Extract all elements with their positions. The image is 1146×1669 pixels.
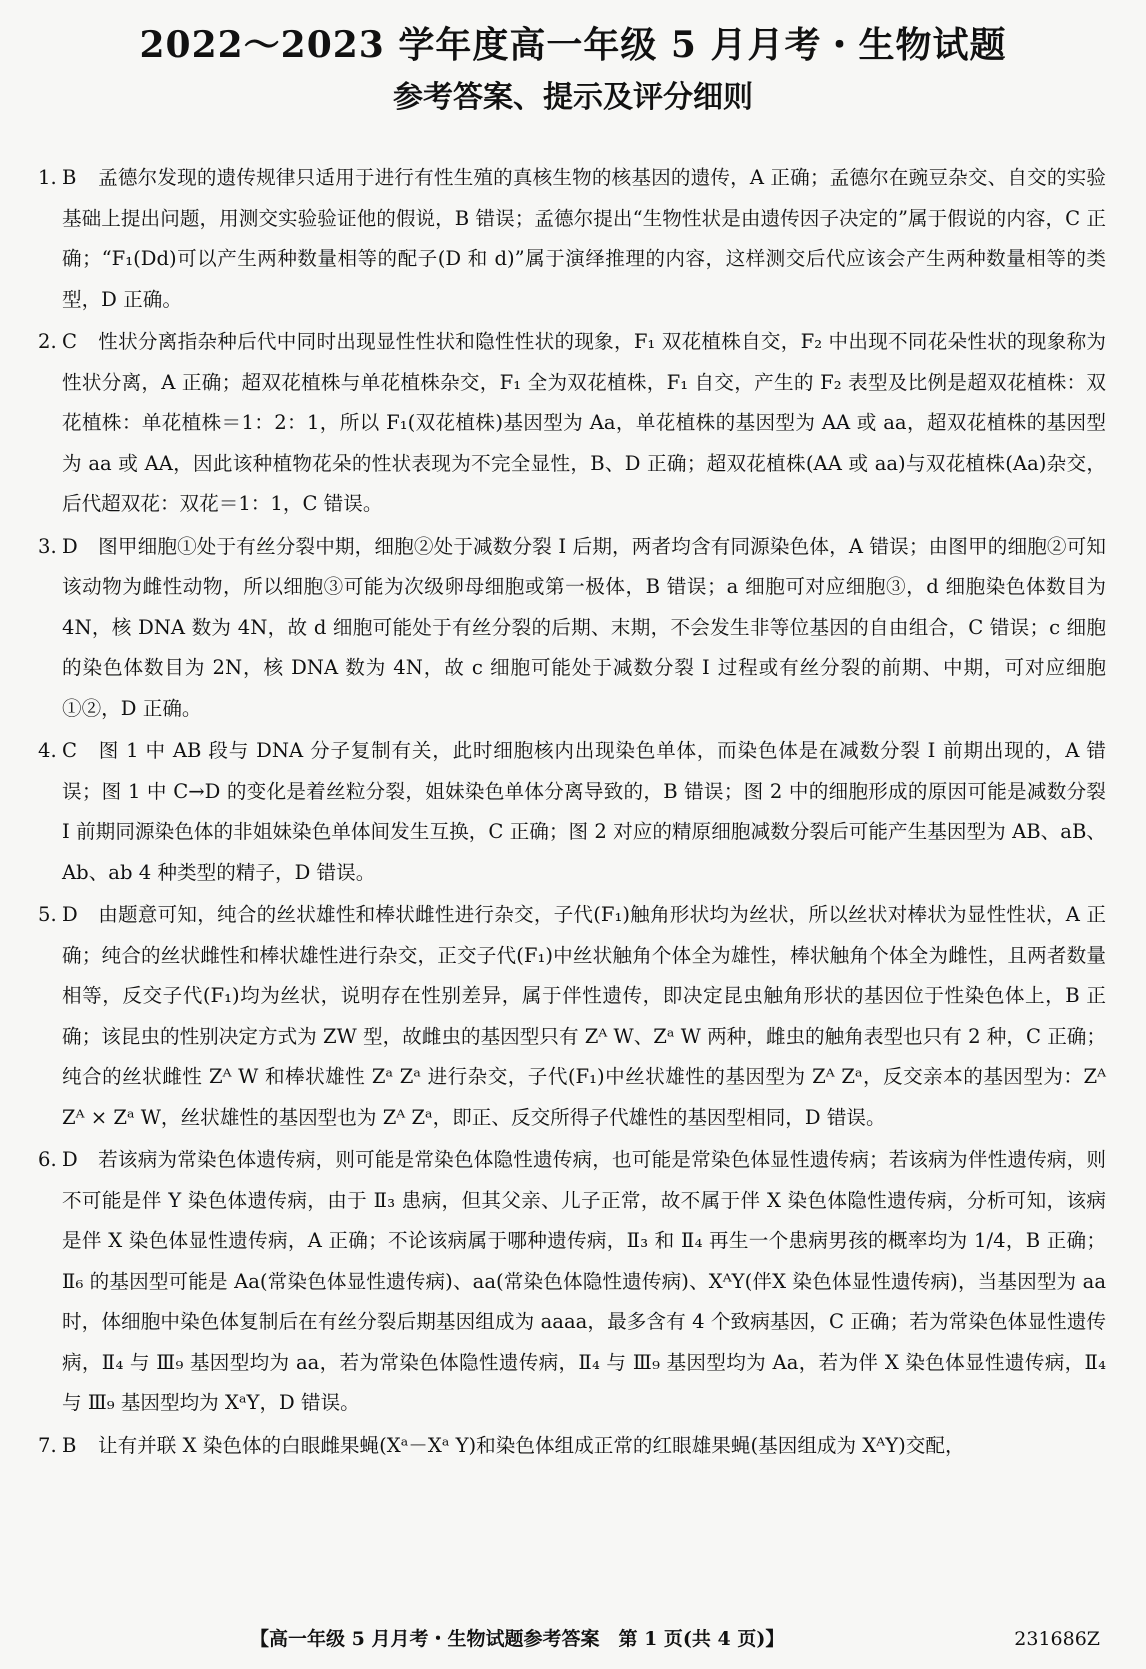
answer-key: B: [62, 166, 77, 189]
footer-code: 231686Z: [1014, 1628, 1100, 1650]
answer-number: 6.: [38, 1148, 57, 1171]
answer-number: 4.: [38, 739, 57, 762]
answer-number: 1.: [38, 166, 57, 189]
answer-item-6: [38, 1140, 1106, 1424]
answer-item-4: [38, 731, 1106, 893]
answer-explanation: 让有并联 X 染色体的白眼雌果蝇(Xᵃ－Xᵃ Y)和染色体组成正常的红眼雄果蝇(基因组成为 XᴬY)交配，: [98, 1433, 965, 1457]
answer-explanation: 若该病为常染色体遗传病，则可能是常染色体隐性遗传病，也可能是常染色体显性遗传病；若该病为伴性遗传病，则不可能是伴 Y 染色体遗传病，由于 Ⅱ₃ 患病，但其父亲、儿子正常，故不属于伴 X 染色体隐性遗传病，分析可知，该病是伴 X 染色体显性遗传病，A 正确；不论该病属于哪种遗传病，Ⅱ₃ 和 Ⅱ₄ 再生一个患病男孩的概率均为 1/4，B 正确；Ⅱ₆ 的基因型可能是 Aa(常染色体显性遗传病)、aa(常染色体隐性遗传病)、XᴬY(伴X 染色体显性遗传病)，当基因型为 aa 时，体细胞中染色体复制后在有丝分裂后期基因组成为 aaaa，最多含有 4 个致病基因，C 正确；若为常染色体显性遗传病，Ⅱ₄ 与 Ⅲ₉ 基因型均为 aa，若为常染色体隐性遗传病，Ⅱ₄ 与 Ⅲ₉ 基因型均为 Aa，若为伴 X 染色体显性遗传病，Ⅱ₄ 与 Ⅲ₉ 基因型均为 XᵃY，D 错误。: [62, 1148, 1106, 1414]
answer-explanation: 图 1 中 AB 段与 DNA 分子复制有关，此时细胞核内出现染色单体，而染色体是在减数分裂 Ⅰ 前期出现的，A 错误；图 1 中 C→D 的变化是着丝粒分裂，姐妹染色单体分离导致的，B 错误；图 2 中的细胞形成的原因可能是减数分裂 Ⅰ 前期同源染色体的非姐妹染色单体间发生互换，C 正确；图 2 对应的精原细胞减数分裂后可能产生基因型为 AB、aB、Ab、ab 4 种类型的精子，D 错误。: [62, 739, 1106, 884]
page-title: 2022～2023 学年度高一年级 5 月月考・生物试题: [139, 24, 1007, 66]
answer-number: 5.: [38, 903, 57, 926]
answer-item-7: [38, 1426, 1106, 1467]
answer-item-5: [38, 895, 1106, 1138]
answer-item-1: [38, 158, 1106, 320]
answer-explanation: 图甲细胞①处于有丝分裂中期，细胞②处于减数分裂 Ⅰ 后期，两者均含有同源染色体，A 错误；由图甲的细胞②可知该动物为雌性动物，所以细胞③可能为次级卵母细胞或第一极体，B 错误；a 细胞可对应细胞③，d 细胞染色体数目为 4N，核 DNA 数为 4N，故 d 细胞可能处于有丝分裂的后期、末期，不会发生非等位基因的自由组合，C 错误；c 细胞的染色体数目为 2N，核 DNA 数为 4N，故 c 细胞可能处于减数分裂 Ⅰ 过程或有丝分裂的前期、中期，可对应细胞①②，D 正确。: [62, 534, 1106, 720]
answer-number: 3.: [38, 534, 57, 558]
answer-item-2: [38, 322, 1106, 525]
answer-list: [38, 158, 1106, 1468]
answer-item-3: [38, 527, 1106, 730]
answer-explanation: 性状分离指杂种后代中同时出现显性性状和隐性性状的现象，F₁ 双花植株自交，F₂ 中出现不同花朵性状的现象称为性状分离，A 正确；超双花植株与单花植株杂交，F₁ 全为双花植株，F₁ 自交，产生的 F₂ 表型及比例是超双花植株：双花植株：单花植株＝1：2：1，所以 F₁(双花植株)基因型为 Aa，单花植株的基因型为 AA 或 aa，超双花植株的基因型为 aa 或 AA，因此该种植物花朵的性状表现为不完全显性，B、D 正确；超双花植株(AA 或 aa)与双花植株(Aa)杂交，后代超双花：双花＝1：1，C 错误。: [62, 330, 1106, 515]
answer-key: C: [62, 739, 77, 762]
answer-explanation: 孟德尔发现的遗传规律只适用于进行有性生殖的真核生物的核基因的遗传，A 正确；孟德尔在豌豆杂交、自交的实验基础上提出问题，用测交实验验证他的假说，B 错误；孟德尔提出“生物性状是由遗传因子决定的”属于假说的内容，C 正确；“F₁(Dd)可以产生两种数量相等的配子(D 和 d)”属于演绎推理的内容，这样测交后代应该会产生两种数量相等的类型，D 正确。: [62, 166, 1106, 311]
answer-number: 7.: [38, 1433, 57, 1457]
answer-key: B: [62, 1433, 77, 1457]
footer-page-info: 【高一年级 5 月月考・生物试题参考答案 第 1 页(共 4 页)】: [250, 1628, 785, 1650]
answer-key: D: [62, 1148, 78, 1171]
answer-key: D: [62, 534, 78, 558]
answer-key: C: [62, 330, 77, 353]
answer-number: 2.: [38, 330, 57, 353]
page-subtitle: 参考答案、提示及评分细则: [393, 80, 753, 115]
answer-explanation: 由题意可知，纯合的丝状雄性和棒状雌性进行杂交，子代(F₁)触角形状均为丝状，所以丝状对棒状为显性性状，A 正确；纯合的丝状雌性和棒状雄性进行杂交，正交子代(F₁)中丝状触角个体全为雄性，棒状触角个体全为雌性，且两者数量相等，反交子代(F₁)均为丝状，说明存在性别差异，属于伴性遗传，即决定昆虫触角形状的基因位于性染色体上，B 正确；该昆虫的性别决定方式为 ZW 型，故雌虫的基因型只有 Zᴬ W、Zᵃ W 两种，雌虫的触角表型也只有 2 种，C 正确；纯合的丝状雌性 Zᴬ W 和棒状雄性 Zᵃ Zᵃ 进行杂交，子代(F₁)中丝状雄性的基因型为 Zᴬ Zᵃ，反交亲本的基因型为：Zᴬ Zᴬ × Zᵃ W，丝状雄性的基因型也为 Zᴬ Zᵃ，即正、反交所得子代雄性的基因型相同，D 错误。: [62, 903, 1106, 1129]
answer-key: D: [62, 903, 78, 926]
